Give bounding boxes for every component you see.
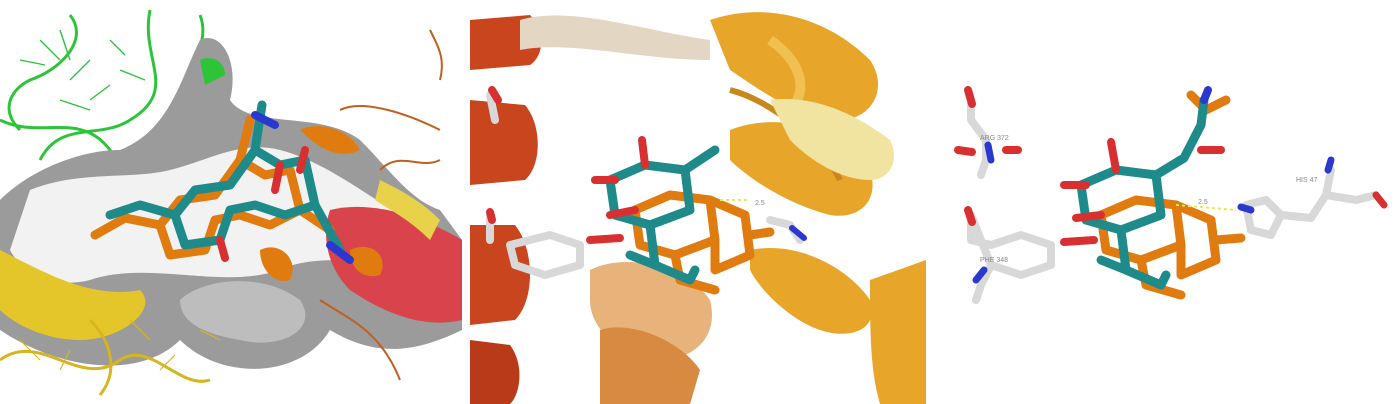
ribbon-view-image [470,0,926,404]
ribbon-view-panel [470,0,926,404]
residue-view-image [936,0,1398,404]
surface-view-image [0,0,462,404]
residue-label-right: HIS 47 [1296,177,1318,184]
distance-label: 2.5 [1198,199,1208,206]
surface-view-panel [0,0,462,404]
golden-helix [710,12,926,404]
residue-label-bottom: PHE 348 [980,257,1009,264]
residue-view-panel [936,0,1398,404]
residue-label-top: ARG 372 [980,135,1009,142]
distance-label: 2.5 [755,200,765,207]
